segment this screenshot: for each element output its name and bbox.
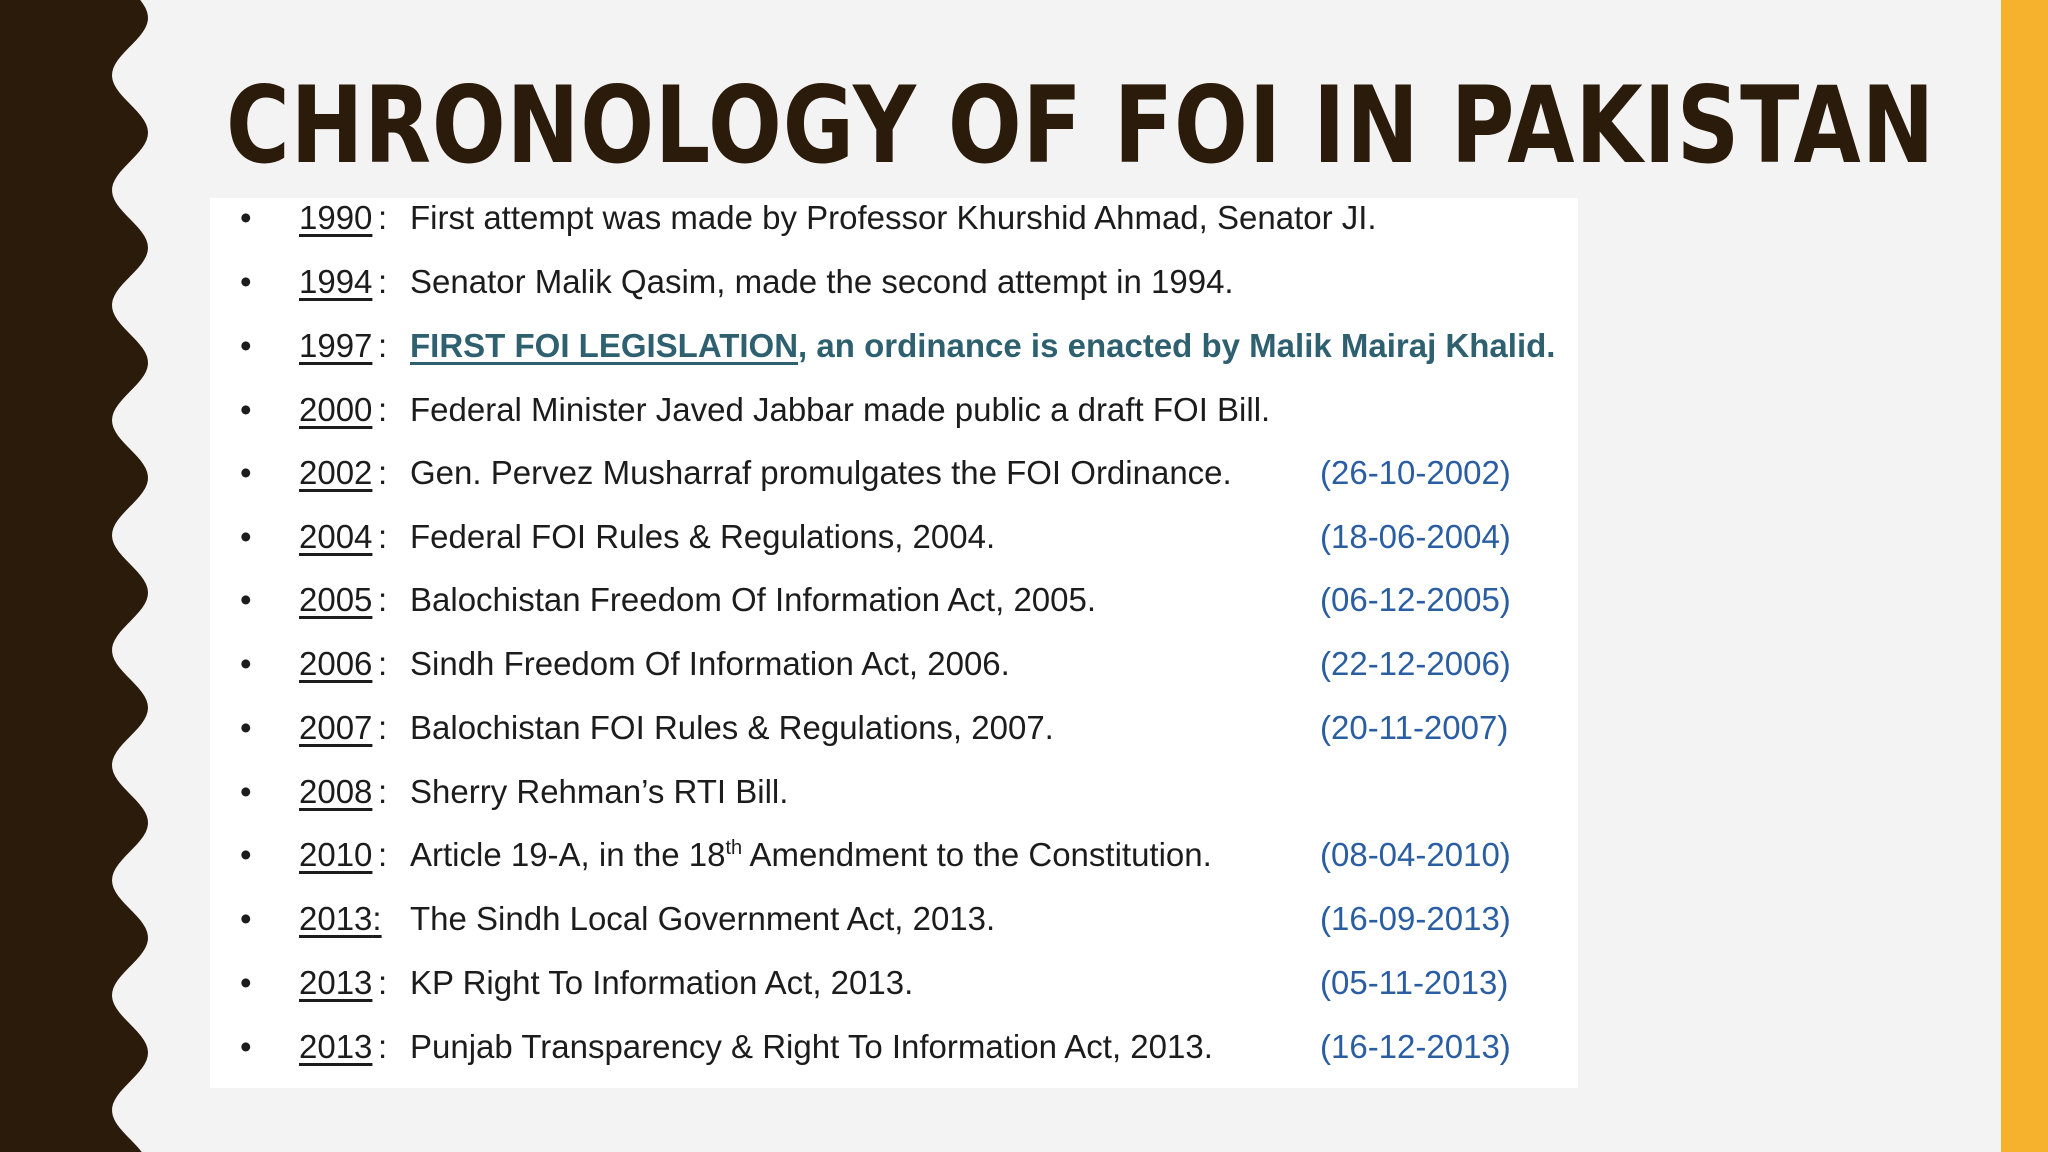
bullet: • <box>240 581 252 618</box>
event-description: Gen. Pervez Musharraf promulgates the FOI Ordinance. <box>410 454 1232 491</box>
bullet: • <box>240 709 252 746</box>
event-description: Federal FOI Rules & Regulations, 2004. <box>410 518 996 555</box>
colon: : <box>378 199 388 236</box>
year-label: 2007 <box>299 709 373 746</box>
event-date: (08-04-2010) <box>1320 836 1511 873</box>
colon: : <box>378 1028 388 1065</box>
event-description: Sindh Freedom Of Information Act, 2006. <box>410 645 1010 682</box>
timeline-row-2010 <box>210 835 1578 899</box>
timeline-row-2004 <box>210 517 1578 581</box>
colon: : <box>378 454 388 491</box>
event-date: (20-11-2007) <box>1320 709 1509 746</box>
bullet: • <box>240 327 252 364</box>
highlight-rest-text: , an ordinance is enacted by Malik Mairaj Khalid. <box>798 327 1556 364</box>
year-label: 2000 <box>299 391 373 428</box>
timeline-row-2000 <box>210 390 1578 454</box>
timeline-row-1997 <box>210 326 1578 390</box>
event-description: Senator Malik Qasim, made the second attempt in 1994. <box>410 263 1234 300</box>
bullet: • <box>240 964 252 1001</box>
timeline-row-1994 <box>210 262 1578 326</box>
year-label: 1994 <box>299 263 373 300</box>
event-description-highlighted <box>410 326 1555 366</box>
event-description: Balochistan Freedom Of Information Act, 2005. <box>410 581 1097 618</box>
text-after-sup: Amendment to the Constitution. <box>742 836 1212 873</box>
wavy-decorative-band <box>0 0 160 1152</box>
bullet: • <box>240 645 252 682</box>
event-description: First attempt was made by Professor Khurshid Ahmad, Senator JI. <box>410 199 1377 236</box>
year-label: 2013 <box>299 964 373 1001</box>
event-description: Punjab Transparency & Right To Information Act, 2013. <box>410 1028 1213 1065</box>
event-description: Balochistan FOI Rules & Regulations, 2007. <box>410 709 1054 746</box>
year-label: 2010 <box>299 836 373 873</box>
timeline-row-2013-kp <box>210 963 1578 1027</box>
text-before-sup: Article 19-A, in the 18 <box>410 836 726 873</box>
timeline-row-2013-punjab <box>210 1027 1578 1091</box>
colon: : <box>378 327 388 364</box>
event-date: (16-09-2013) <box>1320 900 1511 937</box>
bullet: • <box>240 199 252 236</box>
bullet: • <box>240 454 252 491</box>
event-date: (26-10-2002) <box>1320 454 1511 491</box>
year-label <box>299 899 382 939</box>
timeline-row-2006 <box>210 644 1578 708</box>
wave-shape <box>0 0 148 1152</box>
year-label: 1997 <box>299 327 373 364</box>
year-label: 2008 <box>299 773 373 810</box>
colon: : <box>378 263 388 300</box>
timeline-panel <box>210 198 1578 1088</box>
colon: : <box>378 773 388 810</box>
event-date: (18-06-2004) <box>1320 518 1511 555</box>
bullet: • <box>240 900 252 937</box>
timeline-row-2002 <box>210 453 1578 517</box>
event-description: KP Right To Information Act, 2013. <box>410 964 914 1001</box>
bullet: • <box>240 518 252 555</box>
year-label: 1990 <box>299 199 373 236</box>
colon: : <box>378 645 388 682</box>
bullet: • <box>240 836 252 873</box>
ordinal-suffix: th <box>725 837 743 859</box>
event-date: (05-11-2013) <box>1320 964 1509 1001</box>
bullet: • <box>240 773 252 810</box>
colon: : <box>378 836 388 873</box>
colon: : <box>378 581 388 618</box>
bullet: • <box>240 391 252 428</box>
bullet: • <box>240 1028 252 1065</box>
bullet: • <box>240 263 252 300</box>
timeline-row-2013-sindh <box>210 899 1578 963</box>
first-foi-legislation-link[interactable]: FIRST FOI LEGISLATION <box>410 327 799 364</box>
accent-bar <box>2001 0 2048 1152</box>
year-label: 2013 <box>299 1028 373 1065</box>
colon: : <box>378 391 388 428</box>
colon: : <box>372 900 382 937</box>
year-label: 2002 <box>299 454 373 491</box>
year-label: 2006 <box>299 645 373 682</box>
timeline-row-2005 <box>210 580 1578 644</box>
event-date: (06-12-2005) <box>1320 581 1511 618</box>
year-text: 2013 <box>299 900 373 937</box>
event-date: (22-12-2006) <box>1320 645 1511 682</box>
timeline-row-2008 <box>210 772 1578 836</box>
event-date: (16-12-2013) <box>1320 1028 1511 1065</box>
colon: : <box>378 709 388 746</box>
event-description: The Sindh Local Government Act, 2013. <box>410 900 996 937</box>
timeline-row-2007 <box>210 708 1578 772</box>
colon: : <box>378 518 388 555</box>
event-description: Federal Minister Javed Jabbar made public a draft FOI Bill. <box>410 391 1271 428</box>
colon: : <box>378 964 388 1001</box>
timeline-row-1990 <box>210 198 1578 262</box>
slide-title: CHRONOLOGY OF FOI IN PAKISTAN <box>226 64 1936 187</box>
event-description <box>410 835 1212 875</box>
year-label: 2005 <box>299 581 373 618</box>
year-label: 2004 <box>299 518 373 555</box>
event-description: Sherry Rehman’s RTI Bill. <box>410 773 789 810</box>
